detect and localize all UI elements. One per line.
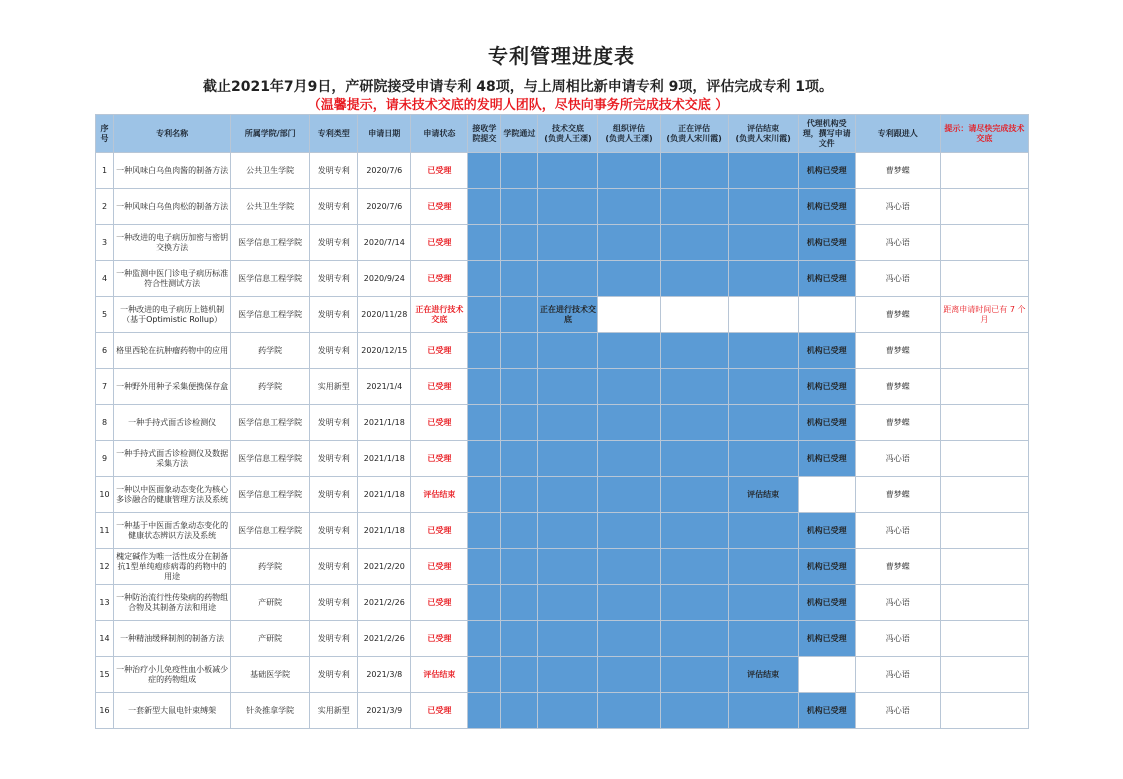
row-number: 16 [96, 693, 114, 729]
table-row [96, 297, 1029, 333]
application-date: 2020/7/6 [358, 189, 411, 225]
row-number: 3 [96, 225, 114, 261]
progress-cell [538, 333, 598, 369]
progress-stage-label: 机构已受理 [798, 261, 855, 297]
progress-cell [598, 441, 660, 477]
progress-cell [468, 189, 501, 225]
patent-type: 发明专利 [310, 153, 358, 189]
progress-stage-label: 机构已受理 [798, 333, 855, 369]
progress-cell [468, 153, 501, 189]
progress-stage-label: 机构已受理 [798, 621, 855, 657]
patent-name: 一种改进的电子病历加密与密钥交换方法 [114, 225, 231, 261]
progress-cell [598, 369, 660, 405]
progress-cell [501, 369, 538, 405]
patent-name: 一种野外用种子采集便携保存盒 [114, 369, 231, 405]
column-header: 代理机构受理，撰写申请文件 [798, 115, 855, 153]
patent-name: 槐定碱作为唯一活性成分在制备抗1型单纯疱疹病毒的药物中的用途 [114, 549, 231, 585]
progress-cell [660, 585, 728, 621]
progress-cell [660, 153, 728, 189]
patent-name: 一套新型大鼠电针束缚架 [114, 693, 231, 729]
application-date: 2021/3/8 [358, 657, 411, 693]
application-date: 2021/2/26 [358, 621, 411, 657]
department: 医学信息工程学院 [231, 405, 310, 441]
progress-cell [468, 441, 501, 477]
progress-cell [598, 549, 660, 585]
progress-cell [660, 261, 728, 297]
application-status: 已受理 [411, 369, 468, 405]
row-number: 1 [96, 153, 114, 189]
progress-cell [598, 297, 660, 333]
progress-cell [598, 585, 660, 621]
application-date: 2020/12/15 [358, 333, 411, 369]
progress-cell [660, 225, 728, 261]
patent-name: 一种手持式面舌诊检测仪及数据采集方法 [114, 441, 231, 477]
progress-cell [468, 333, 501, 369]
progress-cell [598, 657, 660, 693]
column-header: 专利类型 [310, 115, 358, 153]
progress-cell [660, 657, 728, 693]
progress-cell [538, 657, 598, 693]
patent-name: 一种监测中医门诊电子病历标准符合性测试方法 [114, 261, 231, 297]
progress-cell [538, 153, 598, 189]
patent-type: 发明专利 [310, 297, 358, 333]
department: 医学信息工程学院 [231, 261, 310, 297]
summary-line: 截止2021年7月9日，产研院接受申请专利 48项，与上周相比新申请专利 9项，评估完成专利 1项。 [202, 79, 834, 95]
progress-cell [598, 477, 660, 513]
progress-cell [598, 693, 660, 729]
application-date: 2021/1/18 [358, 441, 411, 477]
progress-cell [538, 585, 598, 621]
application-date: 2020/7/14 [358, 225, 411, 261]
progress-stage-label: 机构已受理 [798, 153, 855, 189]
row-number: 6 [96, 333, 114, 369]
progress-cell [468, 477, 501, 513]
patent-follower: 冯心语 [855, 585, 940, 621]
progress-stage-label: 机构已受理 [798, 405, 855, 441]
department: 产研院 [231, 585, 310, 621]
row-number: 4 [96, 261, 114, 297]
patent-type: 发明专利 [310, 441, 358, 477]
progress-cell [468, 225, 501, 261]
table-row [96, 153, 1029, 189]
patent-type: 发明专利 [310, 477, 358, 513]
row-number: 14 [96, 621, 114, 657]
progress-cell [660, 441, 728, 477]
row-number: 7 [96, 369, 114, 405]
application-status: 已受理 [411, 441, 468, 477]
progress-cell [501, 261, 538, 297]
column-header: 评估结束 (负责人宋川霞) [728, 115, 798, 153]
patent-follower: 冯心语 [855, 693, 940, 729]
progress-stage-label: 机构已受理 [798, 225, 855, 261]
patent-type: 发明专利 [310, 261, 358, 297]
reminder-note [940, 261, 1028, 297]
progress-cell [538, 549, 598, 585]
progress-cell [660, 621, 728, 657]
table-row [96, 225, 1029, 261]
progress-cell [598, 333, 660, 369]
column-header: 学院通过 [501, 115, 538, 153]
patent-follower: 冯心语 [855, 441, 940, 477]
progress-cell [660, 477, 728, 513]
progress-cell [501, 513, 538, 549]
application-status: 正在进行技术交底 [411, 297, 468, 333]
application-status: 已受理 [411, 153, 468, 189]
patent-name: 一种治疗小儿免疫性血小板减少症的药物组成 [114, 657, 231, 693]
department: 药学院 [231, 333, 310, 369]
progress-cell [501, 585, 538, 621]
patent-follower: 冯心语 [855, 189, 940, 225]
progress-stage-label: 机构已受理 [798, 189, 855, 225]
application-date: 2020/9/24 [358, 261, 411, 297]
application-status: 已受理 [411, 225, 468, 261]
row-number: 11 [96, 513, 114, 549]
row-number: 2 [96, 189, 114, 225]
patent-type: 发明专利 [310, 513, 358, 549]
progress-cell [501, 621, 538, 657]
progress-cell [728, 549, 798, 585]
progress-cell [660, 549, 728, 585]
progress-cell [598, 261, 660, 297]
progress-stage-label: 评估结束 [728, 657, 798, 693]
patent-type: 发明专利 [310, 657, 358, 693]
row-number: 15 [96, 657, 114, 693]
progress-stage-label: 机构已受理 [798, 441, 855, 477]
table-row [96, 585, 1029, 621]
application-status: 已受理 [411, 693, 468, 729]
progress-cell [501, 693, 538, 729]
progress-cell [728, 261, 798, 297]
reminder-note [940, 549, 1028, 585]
department: 公共卫生学院 [231, 189, 310, 225]
progress-stage-label: 评估结束 [728, 477, 798, 513]
column-header: 申请日期 [358, 115, 411, 153]
progress-cell [538, 369, 598, 405]
reminder-note [940, 441, 1028, 477]
reminder-note [940, 405, 1028, 441]
progress-stage-label: 机构已受理 [798, 513, 855, 549]
row-number: 5 [96, 297, 114, 333]
progress-cell [660, 333, 728, 369]
reminder-note [940, 693, 1028, 729]
column-header: 专利名称 [114, 115, 231, 153]
application-status: 评估结束 [411, 477, 468, 513]
progress-cell [468, 585, 501, 621]
progress-cell [468, 657, 501, 693]
department: 医学信息工程学院 [231, 441, 310, 477]
patent-follower: 冯心语 [855, 513, 940, 549]
progress-cell [538, 477, 598, 513]
table-row [96, 477, 1029, 513]
table-row [96, 621, 1029, 657]
patent-follower: 冯心语 [855, 621, 940, 657]
patent-follower: 曹梦蝶 [855, 477, 940, 513]
department: 基础医学院 [231, 657, 310, 693]
progress-cell [538, 261, 598, 297]
table-row [96, 333, 1029, 369]
table-row [96, 549, 1029, 585]
progress-cell [798, 657, 855, 693]
progress-stage-label: 机构已受理 [798, 549, 855, 585]
progress-cell [728, 513, 798, 549]
application-date: 2021/1/18 [358, 513, 411, 549]
application-status: 评估结束 [411, 657, 468, 693]
table-row [96, 405, 1029, 441]
progress-cell [728, 585, 798, 621]
table-row [96, 369, 1029, 405]
progress-cell [538, 189, 598, 225]
department: 医学信息工程学院 [231, 225, 310, 261]
progress-cell [728, 225, 798, 261]
progress-cell [728, 405, 798, 441]
patent-name: 格里西轮在抗肿瘤药物中的应用 [114, 333, 231, 369]
patent-name: 一种基于中医面舌象动态变化的健康状态辨识方法及系统 [114, 513, 231, 549]
progress-cell [468, 693, 501, 729]
application-date: 2021/2/26 [358, 585, 411, 621]
progress-cell [468, 369, 501, 405]
patent-follower: 曹梦蝶 [855, 405, 940, 441]
progress-cell [660, 513, 728, 549]
progress-cell [501, 189, 538, 225]
progress-cell [728, 153, 798, 189]
department: 针灸推拿学院 [231, 693, 310, 729]
progress-cell [660, 405, 728, 441]
progress-stage-label: 机构已受理 [798, 693, 855, 729]
patent-name: 一种风味白乌鱼肉松的制备方法 [114, 189, 231, 225]
page-title: 专利管理进度表 [488, 44, 635, 68]
reminder-note [940, 621, 1028, 657]
patent-type: 发明专利 [310, 549, 358, 585]
table-row [96, 261, 1029, 297]
row-number: 12 [96, 549, 114, 585]
progress-cell [468, 261, 501, 297]
patent-follower: 曹梦蝶 [855, 333, 940, 369]
progress-cell [501, 225, 538, 261]
progress-cell [538, 441, 598, 477]
row-number: 13 [96, 585, 114, 621]
table-body [96, 153, 1029, 729]
progress-stage-label: 机构已受理 [798, 585, 855, 621]
patent-name: 一种防治流行性传染病的药物组合物及其制备方法和用途 [114, 585, 231, 621]
application-status: 已受理 [411, 405, 468, 441]
application-status: 已受理 [411, 261, 468, 297]
progress-cell [501, 477, 538, 513]
progress-cell [538, 621, 598, 657]
progress-cell [501, 441, 538, 477]
progress-cell [598, 621, 660, 657]
column-header: 技术交底 (负责人王凓) [538, 115, 598, 153]
application-status: 已受理 [411, 513, 468, 549]
reminder-note [940, 513, 1028, 549]
patent-progress-table [95, 114, 1029, 729]
patent-type: 发明专利 [310, 405, 358, 441]
patent-name: 一种手持式面舌诊检测仪 [114, 405, 231, 441]
application-date: 2021/1/4 [358, 369, 411, 405]
table-row [96, 657, 1029, 693]
application-status: 已受理 [411, 333, 468, 369]
column-header: 专利跟进人 [855, 115, 940, 153]
progress-cell [468, 297, 501, 333]
progress-cell [660, 297, 728, 333]
reminder-note: 距离申请时间已有 7 个月 [940, 297, 1028, 333]
patent-follower: 曹梦蝶 [855, 297, 940, 333]
table-row [96, 441, 1029, 477]
progress-cell [501, 333, 538, 369]
reminder-note [940, 477, 1028, 513]
progress-cell [468, 549, 501, 585]
table-row [96, 693, 1029, 729]
application-date: 2021/1/18 [358, 477, 411, 513]
progress-stage-label: 机构已受理 [798, 369, 855, 405]
progress-cell [598, 225, 660, 261]
table-header-row [96, 115, 1029, 153]
column-header: 接收学院提交 [468, 115, 501, 153]
reminder-note [940, 153, 1028, 189]
progress-cell [728, 333, 798, 369]
reminder-note [940, 333, 1028, 369]
department: 药学院 [231, 549, 310, 585]
row-number: 8 [96, 405, 114, 441]
application-date: 2021/3/9 [358, 693, 411, 729]
reminder-note [940, 585, 1028, 621]
progress-cell [660, 189, 728, 225]
row-number: 10 [96, 477, 114, 513]
patent-name: 一种以中医面象动态变化为核心多诊融合的健康管理方法及系统 [114, 477, 231, 513]
application-date: 2021/2/20 [358, 549, 411, 585]
progress-cell [468, 513, 501, 549]
column-header: 组织评估 (负责人王凓) [598, 115, 660, 153]
column-header: 申请状态 [411, 115, 468, 153]
progress-cell [468, 405, 501, 441]
patent-type: 发明专利 [310, 189, 358, 225]
progress-cell [598, 405, 660, 441]
progress-cell [538, 405, 598, 441]
column-header: 序号 [96, 115, 114, 153]
application-date: 2020/7/6 [358, 153, 411, 189]
application-status: 已受理 [411, 585, 468, 621]
patent-type: 发明专利 [310, 585, 358, 621]
progress-stage-label: 正在进行技术交底 [538, 297, 598, 333]
table-row [96, 513, 1029, 549]
progress-cell [538, 513, 598, 549]
department: 药学院 [231, 369, 310, 405]
column-header: 提示：请尽快完成技术交底 [940, 115, 1028, 153]
patent-type: 发明专利 [310, 225, 358, 261]
progress-cell [798, 297, 855, 333]
patent-type: 发明专利 [310, 333, 358, 369]
column-header: 正在评估 (负责人宋川霞) [660, 115, 728, 153]
progress-cell [728, 369, 798, 405]
patent-name: 一种风味白乌鱼肉酱的制备方法 [114, 153, 231, 189]
patent-name: 一种改进的电子病历上链机制（基于Optimistic Rollup） [114, 297, 231, 333]
patent-type: 发明专利 [310, 621, 358, 657]
reminder-notice: （温馨提示，请未技术交底的发明人团队，尽快向事务所完成技术交底 ） [307, 98, 729, 113]
patent-follower: 冯心语 [855, 657, 940, 693]
column-header: 所属学院/部门 [231, 115, 310, 153]
progress-cell [538, 693, 598, 729]
progress-cell [468, 621, 501, 657]
patent-type: 实用新型 [310, 693, 358, 729]
progress-cell [501, 657, 538, 693]
progress-cell [660, 693, 728, 729]
row-number: 9 [96, 441, 114, 477]
application-date: 2020/11/28 [358, 297, 411, 333]
progress-cell [728, 693, 798, 729]
progress-cell [728, 621, 798, 657]
progress-cell [501, 549, 538, 585]
application-status: 已受理 [411, 189, 468, 225]
table-row [96, 189, 1029, 225]
patent-follower: 曹梦蝶 [855, 369, 940, 405]
progress-cell [501, 297, 538, 333]
patent-follower: 曹梦蝶 [855, 153, 940, 189]
reminder-note [940, 189, 1028, 225]
progress-cell [660, 369, 728, 405]
application-status: 已受理 [411, 549, 468, 585]
progress-cell [538, 225, 598, 261]
progress-cell [501, 405, 538, 441]
department: 产研院 [231, 621, 310, 657]
patent-name: 一种精油缓释制剂的制备方法 [114, 621, 231, 657]
patent-follower: 冯心语 [855, 225, 940, 261]
progress-cell [728, 441, 798, 477]
reminder-note [940, 657, 1028, 693]
patent-follower: 冯心语 [855, 261, 940, 297]
department: 医学信息工程学院 [231, 297, 310, 333]
progress-cell [728, 297, 798, 333]
progress-cell [598, 513, 660, 549]
reminder-note [940, 369, 1028, 405]
reminder-note [940, 225, 1028, 261]
application-date: 2021/1/18 [358, 405, 411, 441]
progress-cell [501, 153, 538, 189]
patent-follower: 曹梦蝶 [855, 549, 940, 585]
progress-cell [598, 153, 660, 189]
department: 公共卫生学院 [231, 153, 310, 189]
application-status: 已受理 [411, 621, 468, 657]
patent-type: 实用新型 [310, 369, 358, 405]
progress-cell [798, 477, 855, 513]
department: 医学信息工程学院 [231, 513, 310, 549]
progress-cell [598, 189, 660, 225]
department: 医学信息工程学院 [231, 477, 310, 513]
progress-cell [728, 189, 798, 225]
